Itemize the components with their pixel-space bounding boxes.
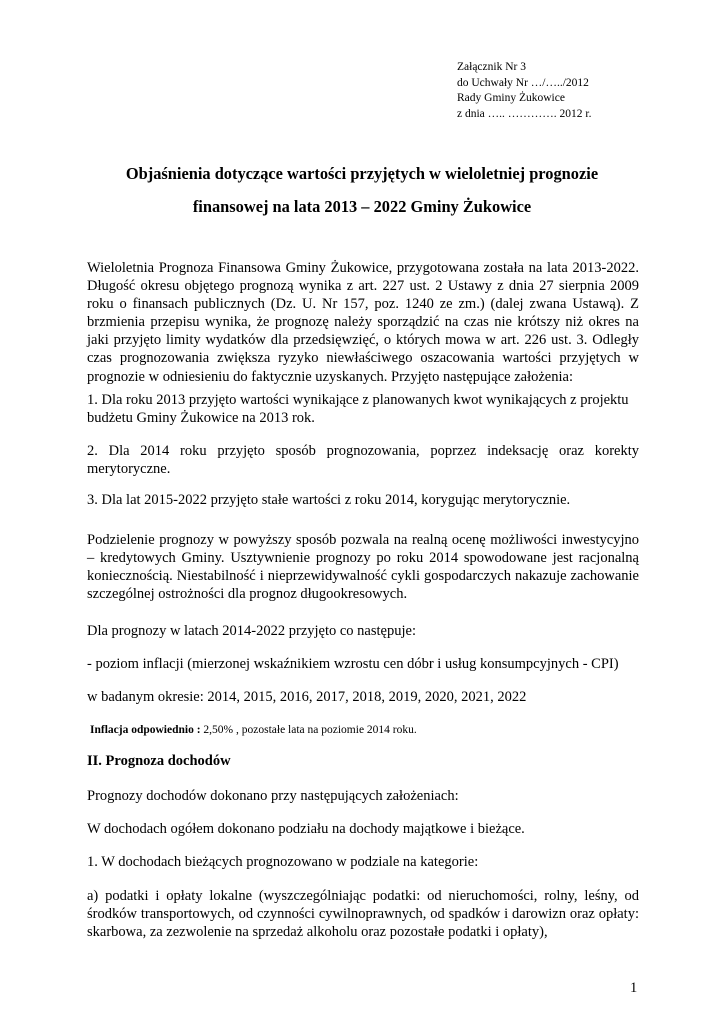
period-line: w badanym okresie: 2014, 2015, 2016, 2017, 2018, 2019, 2020, 2021, 2022 bbox=[87, 689, 527, 705]
inflation-note-label: Inflacja odpowiednio : bbox=[90, 724, 201, 736]
forecast-intro: Dla prognozy w latach 2014-2022 przyjęto co następuje: bbox=[87, 623, 416, 639]
assumption-1: 1. Dla roku 2013 przyjęto wartości wynikające z planowanych kwot wynikających z projektu budżetu Gminy Żukowice na 2013 rok. bbox=[87, 392, 629, 427]
annex-resolution: do Uchwały Nr …/…../2012 bbox=[457, 76, 589, 89]
annex-number: Załącznik Nr 3 bbox=[457, 61, 526, 73]
local-taxes-paragraph: a) podatki i opłaty lokalne (wyszczególniając podatki: od nieruchomości, rolny, leśny, od środków transportowych, od czynności cywilnoprawnych, od spadków i darowizn oraz opłaty: skarbowa, za zezwolenie na sprzedaż alkoholu oraz pozostałe podatki i opłaty), bbox=[87, 888, 639, 941]
revenue-division: W dochodach ogółem dokonano podziału na dochody majątkowe i bieżące. bbox=[87, 821, 525, 837]
annex-council: Rady Gminy Żukowice bbox=[457, 92, 565, 104]
annex-header bbox=[457, 60, 591, 122]
document-title-line-1: Objaśnienia dotyczące wartości przyjętych w wieloletniej prognozie bbox=[125, 164, 599, 183]
division-paragraph: Podzielenie prognozy w powyższy sposób pozwala na realną ocenę możliwości inwestycyjno – kredytowych Gminy. Usztywnienie prognozy po roku 2014 spowodowane jest racjonalną koniecznością. Niestabilność i nieprzewidywalność cykli gospodarczych nakazuje zachowanie szczególnej ostrożności dla prognoz długookresowych. bbox=[87, 532, 639, 603]
annex-date: z dnia ….. …………. 2012 r. bbox=[457, 107, 592, 120]
current-revenue-categories: 1. W dochodach bieżących prognozowano w podziale na kategorie: bbox=[87, 854, 479, 870]
inflation-line: - poziom inflacji (mierzonej wskaźnikiem wzrostu cen dóbr i usług konsumpcyjnych - CPI) bbox=[87, 656, 619, 672]
assumption-2: 2. Dla 2014 roku przyjęto sposób prognozowania, poprzez indeksację oraz korekty merytoryczne. bbox=[87, 443, 639, 478]
section-heading: II. Prognoza dochodów bbox=[87, 753, 231, 769]
revenue-assumptions: Prognozy dochodów dokonano przy następujących założeniach: bbox=[87, 788, 459, 804]
assumption-3: 3. Dla lat 2015-2022 przyjęto stałe wartości z roku 2014, korygując merytorycznie. bbox=[87, 492, 571, 508]
inflation-note-text: 2,50% , pozostałe lata na poziomie 2014 roku. bbox=[200, 724, 417, 736]
document-title-line-2: finansowej na lata 2013 – 2022 Gminy Żukowice bbox=[192, 197, 532, 216]
intro-paragraph: Wieloletnia Prognoza Finansowa Gminy Żukowice, przygotowana została na lata 2013-2022. Długość okresu objętego prognozą wynika z art. 227 ust. 2 Ustawy z dnia 27 sierpnia 2009 roku o finansach publicznych (Dz. U. Nr 157, poz. 1240 ze zm.) (dalej zwana Ustawą). Z brzmienia przepisu wynika, że prognozę należy sporządzić na czas nie krótszy niż okres na jaki przyjęto limity wydatków dla przedsięwzięć, o których mowa w art. 226 ust. 3. Odległy czas prognozowania zwiększa ryzyko niewłaściwego oszacowania wartości przyjętych w prognozie w odniesieniu do faktycznie uzyskanych. Przyjęto następujące założenia: bbox=[87, 260, 639, 385]
inflation-note bbox=[90, 721, 642, 739]
page-number: 1 bbox=[630, 980, 638, 996]
